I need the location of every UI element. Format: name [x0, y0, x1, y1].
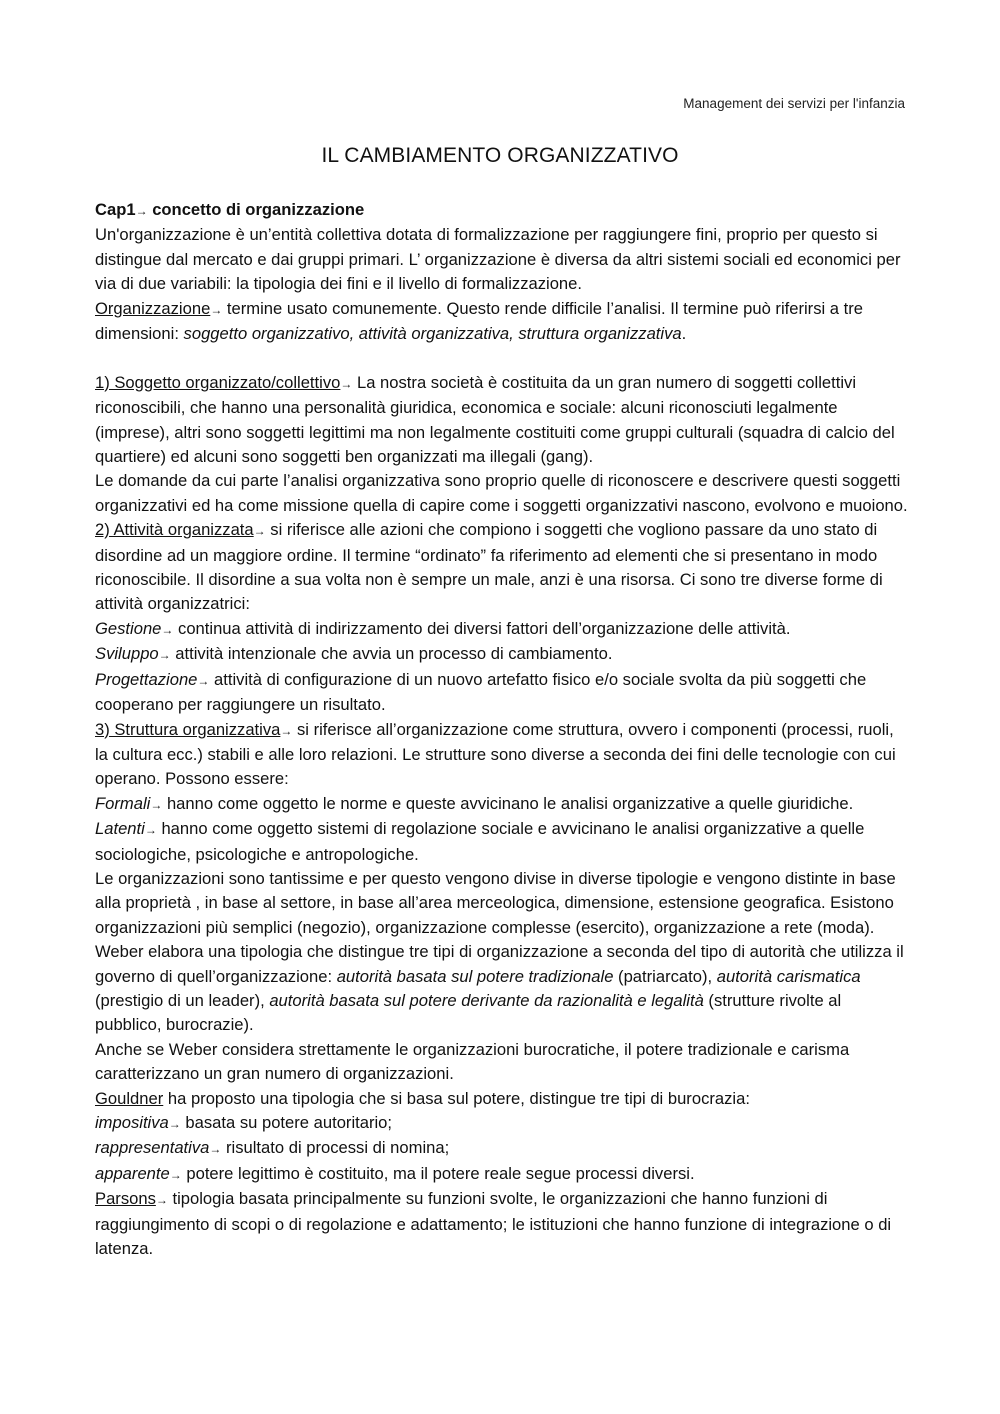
paragraph-weber-burocrazia: Anche se Weber considera strettamente le organizzazioni burocratiche, il potere tradizionale e carisma caratterizzano un gran numero di organizzazioni. [95, 1039, 850, 1084]
arrow-icon: → [210, 302, 223, 317]
term-rappresentativa: rappresentativa [95, 1138, 210, 1158]
arrow-icon: → [197, 673, 210, 688]
text: tipologia basata principalmente su funzioni svolte, le organizzazioni che hanno funzioni di raggiungimento di scopi o di regolazione e adattamento; le istituzioni che hanno funzione di integrazione o di latenza. [95, 1189, 892, 1259]
paragraph-gouldner [95, 1087, 910, 1111]
text-autorita-razionale: autorità basata sul potere derivante da razionalità e legalità [269, 990, 704, 1010]
text: ha proposto una tipologia che si basa sul potere, distingue tre tipi di burocrazia: [163, 1088, 750, 1108]
arrow-icon: → [340, 376, 353, 391]
term-struttura: 3) Struttura organizzativa [95, 719, 281, 739]
arrow-icon: → [150, 797, 163, 812]
text: Weber elabora una tipologia che distingue tre tipi di organizzazione a seconda del tipo di autorità che utilizza il governo di quell’organizzazione: [95, 942, 904, 986]
text: risultato di processi di nomina; [221, 1138, 450, 1158]
section-soggetto [95, 371, 910, 470]
document-body [95, 198, 910, 1261]
term-soggetto: 1) Soggetto organizzato/collettivo [95, 372, 341, 392]
item-sviluppo [95, 642, 910, 667]
blank-line [95, 346, 910, 370]
text: potere legittimo è costituito, ma il potere reale segue processi diversi. [181, 1163, 695, 1183]
paragraph-definition: Un'organizzazione è un’entità collettiva dotata di formalizzazione per raggiungere fini, proprio per questo si distingue dal mercato e dai gruppi primari. L’ organizzazione è diversa da altri sistemi sociali ed economici per via di due variabili: la tipologia dei fini e il livello di formalizzazione. [95, 225, 901, 294]
term-organizzazione: Organizzazione [95, 298, 211, 318]
text: continua attività di indirizzamento dei diversi fattori dell’organizzazione delle attività. [173, 618, 791, 638]
arrow-icon: → [135, 204, 148, 218]
text: si riferisce alle azioni che compiono i soggetti che vogliono passare da uno stato di disordine ad un maggiore ordine. Il termine “ordinato” fa riferimento ad elementi che si presentano in modo riconoscibile. Il disordine a sua volta non è sempre un male, anzi è una risorsa. Ci sono tre diverse forme di attività organizzatrici: [95, 520, 883, 614]
item-formali [95, 792, 910, 817]
arrow-icon: → [155, 1193, 168, 1208]
term-apparente: apparente [95, 1163, 170, 1183]
text: (patriarcato), [613, 966, 717, 986]
document-title: IL CAMBIAMENTO ORGANIZZATIVO [321, 144, 679, 167]
paragraph-tipologie: Le organizzazioni sono tantissime e per questo vengono divise in diverse tipologie e vengono distinte in base alla proprietà , in base al settore, in base all’area merceologica, dimensione, estensione geografica. Esistono organizzazioni più semplici (negozio), organizzazione complesse (esercito), organizzazione a rete (moda). [95, 868, 896, 937]
arrow-icon: → [144, 823, 157, 838]
text: attività di configurazione di un nuovo artefatto fisico e/o sociale svolta da più soggetti che cooperano per raggiungere un risultato. [95, 669, 867, 715]
text: (strutture rivolte al pubblico, burocrazie). [95, 990, 842, 1035]
text-autorita-tradizionale: autorità basata sul potere tradizionale [336, 966, 614, 986]
text: attività intenzionale che avvia un processo di cambiamento. [170, 644, 613, 664]
paragraph-organizzazione [95, 297, 910, 347]
term-gestione: Gestione [95, 618, 162, 638]
item-impositiva [95, 1111, 910, 1136]
paragraph-domande: Le domande da cui parte l’analisi organizzativa sono proprio quelle di riconoscere e descrivere questi soggetti organizzativi ed ha come missione quella di capire come i soggetti organizzativi nascono, evolvono e muoiono. [95, 471, 908, 515]
arrow-icon: → [169, 1167, 182, 1182]
page-header: Management dei servizi per l'infanzia [683, 96, 905, 111]
section-struttura [95, 718, 910, 792]
chapter-number: Cap1 [95, 200, 136, 219]
item-rappresentativa [95, 1136, 910, 1161]
text: termine usato comunemente. Questo rende difficile l’analisi. Il termine può riferirsi a tre dimensioni: [95, 298, 864, 344]
text: si riferisce all’organizzazione come struttura, ovvero i componenti (processi, ruoli, la cultura ecc.) stabili e alle loro relazioni. Le strutture sono diverse a seconda dei fini delle tecnologie con cui operano. Possono essere: [95, 719, 896, 789]
arrow-icon: → [161, 622, 174, 637]
text: La nostra società è costituita da un gran numero di soggetti collettivi riconoscibili, che hanno una personalità giuridica, economica e sociale: alcuni riconosciuti legalmente (imprese), altri sono soggetti legittimi ma non legalmente costituiti come gruppi culturali (squadra di calcio del quartiere) ed alcuni sono soggetti ben organizzati ma illegali (gang). [95, 372, 895, 467]
text: basata su potere autoritario; [180, 1113, 393, 1133]
item-latenti [95, 817, 910, 867]
term-attivita: 2) Attività organizzata [95, 520, 254, 540]
arrow-icon: → [158, 648, 171, 663]
term-sviluppo: Sviluppo [95, 644, 159, 664]
item-progettazione [95, 668, 910, 718]
chapter-title: concetto di organizzazione [147, 200, 365, 219]
term-parsons: Parsons [95, 1189, 156, 1209]
text: hanno come oggetto le norme e queste avvicinano le analisi organizzative a quelle giuridiche. [162, 793, 854, 813]
text-autorita-carismatica: autorità carismatica [716, 966, 861, 986]
text: (prestigio di un leader), [95, 990, 270, 1010]
text-dimensions: soggetto organizzativo, attività organizzativa, struttura organizzativa [183, 324, 682, 344]
paragraph-weber [95, 940, 910, 1038]
text: . [681, 324, 687, 344]
item-apparente [95, 1162, 910, 1187]
term-formali: Formali [95, 793, 151, 813]
arrow-icon: → [280, 723, 293, 738]
term-progettazione: Progettazione [95, 669, 198, 689]
term-gouldner: Gouldner [95, 1088, 164, 1108]
chapter-heading [95, 198, 910, 223]
term-impositiva: impositiva [95, 1113, 169, 1133]
arrow-icon: → [209, 1142, 222, 1157]
paragraph-parsons [95, 1187, 910, 1261]
arrow-icon: → [253, 524, 266, 539]
item-gestione [95, 617, 910, 642]
section-attivita [95, 518, 910, 617]
term-latenti: Latenti [95, 819, 145, 839]
arrow-icon: → [168, 1117, 181, 1132]
text: hanno come oggetto sistemi di regolazione sociale e avvicinano le analisi organizzative a quelle sociologiche, psicologiche e antropologiche. [95, 819, 865, 864]
